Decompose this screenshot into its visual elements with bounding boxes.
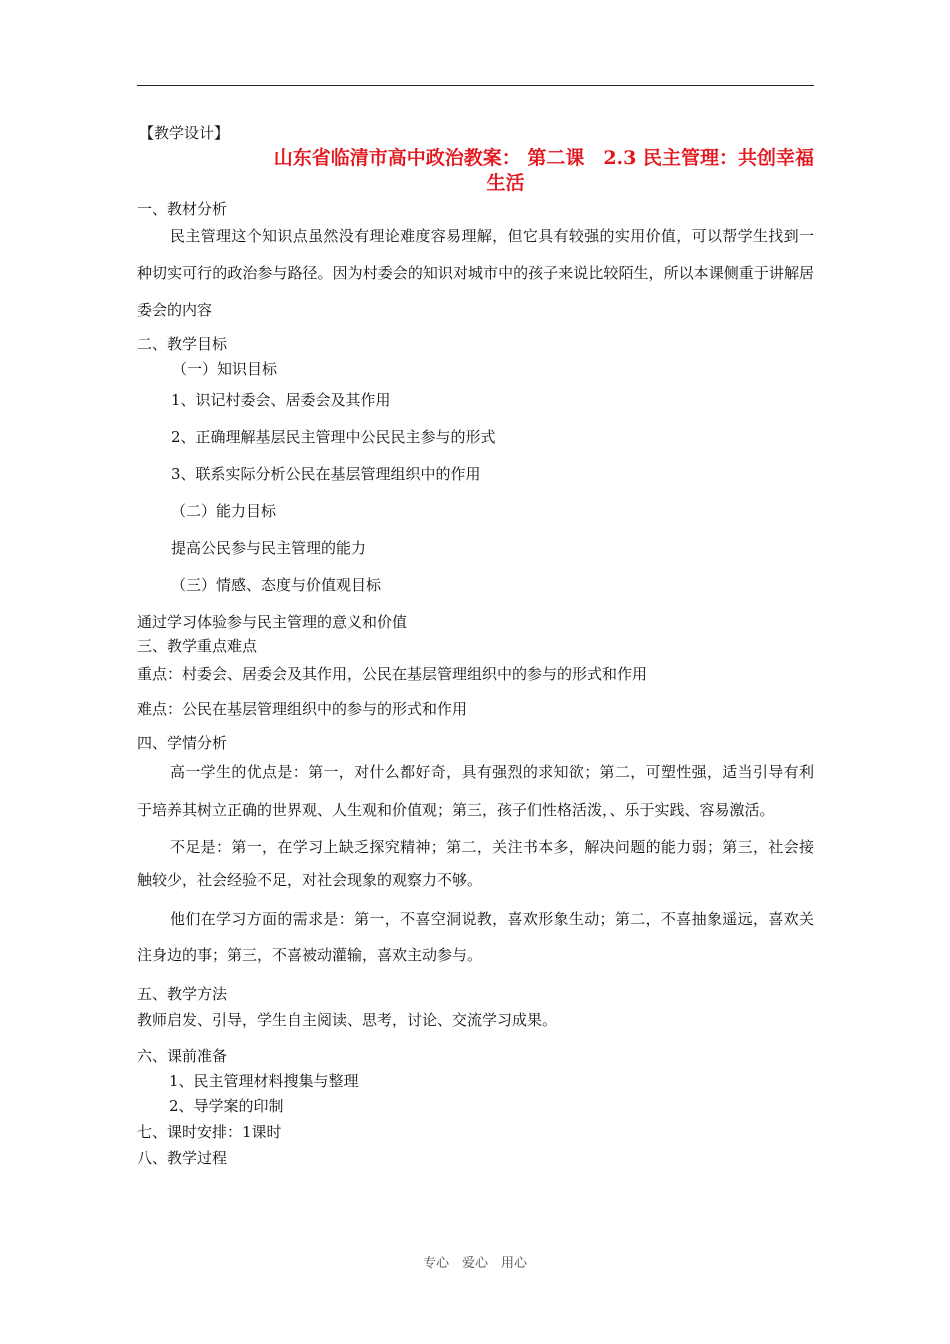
design-tag: 【教学设计】 [139,124,230,142]
knowledge-goal-3: 3、联系实际分析公民在基层管理组织中的作用 [171,465,481,483]
page-footer: 专心 爱心 用心 [422,1256,527,1271]
key-point: 重点：村委会、居委会及其作用，公民在基层管理组织中的参与的形式和作用 [137,665,648,683]
knowledge-goal-1: 1、识记村委会、居委会及其作用 [171,391,391,409]
section-heading-7: 七、课时安排：1课时 [137,1123,282,1141]
learner-strengths: 高一学生的优点是：第一，对什么都好奇，具有强烈的求知欲；第二，可塑性强，适当引导有利于培养其树立正确的世界观、人生观和价值观；第三，孩子们性格活泼，、乐于实践、容易激活。 [137,763,814,819]
section-heading-6: 六、课前准备 [137,1047,228,1065]
document-title: 山东省临清市高中政治教案： 第二课 2.3 民主管理：共创幸福 [273,147,814,169]
document-body [137,120,814,1171]
learner-weaknesses: 不足是：第一，在学习上缺乏探究精神；第二，关注书本多，解决问题的能力弱；第三，社会接触较少，社会经验不足，对社会现象的观察力不够。 [137,838,814,889]
section-heading-1: 一、教材分析 [137,200,228,218]
emotion-goal-title: （三）情感、态度与价值观目标 [171,576,382,594]
section-heading-8: 八、教学过程 [137,1149,228,1167]
emotion-goal-1: 通过学习体验参与民主管理的意义和价值 [137,613,408,631]
section-heading-2: 二、教学目标 [137,335,228,353]
learner-needs: 他们在学习方面的需求是：第一，不喜空洞说教，喜欢形象生动；第二，不喜抽象遥远，喜欢关注身边的事；第三，不喜被动灌输，喜欢主动参与。 [137,910,814,964]
header-rule [137,85,814,86]
prep-item-2: 2、导学案的印制 [169,1097,284,1115]
knowledge-goal-title: （一）知识目标 [172,360,278,378]
section-1-paragraph: 民主管理这个知识点虽然没有理论难度容易理解，但它具有较强的实用价值，可以帮学生找到一种切实可行的政治参与路径。因为村委会的知识对城市中的孩子来说比较陌生，所以本课侧重于讲解居委会的内容 [137,227,814,319]
knowledge-goal-2: 2、正确理解基层民主管理中公民民主参与的形式 [171,428,496,446]
ability-goal-title: （二）能力目标 [171,502,277,520]
ability-goal-1: 提高公民参与民主管理的能力 [171,539,367,557]
teaching-methods: 教师启发、引导，学生自主阅读、思考，讨论、交流学习成果。 [137,1011,558,1029]
section-heading-4: 四、学情分析 [137,734,228,752]
difficult-point: 难点：公民在基层管理组织中的参与的形式和作用 [137,700,468,718]
document-title-cont: 生活 [486,172,525,194]
section-heading-3: 三、教学重点难点 [137,637,258,655]
section-heading-5: 五、教学方法 [137,985,228,1003]
prep-item-1: 1、民主管理材料搜集与整理 [169,1072,359,1090]
